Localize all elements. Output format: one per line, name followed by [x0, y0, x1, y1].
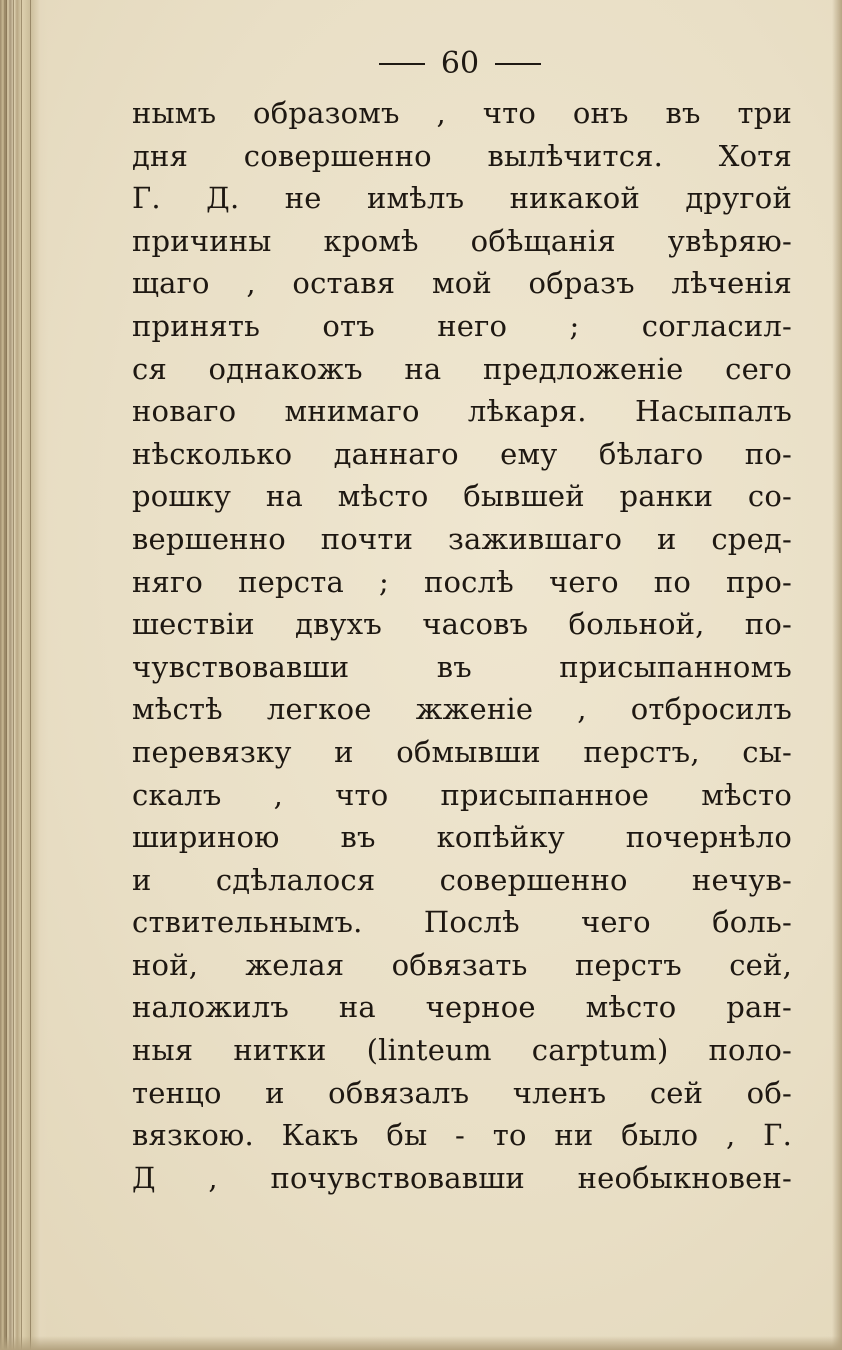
- text-line: вязкою. Какъ бы - то ни было , Г.: [132, 1118, 792, 1153]
- page-edge-line: [6, 0, 7, 1350]
- text-line: вершенно почти зажившаго и сред-: [132, 521, 792, 556]
- text-line: чувствовавши въ присыпанномъ: [132, 649, 792, 684]
- text-line: наложилъ на черное мѣсто ран-: [132, 990, 792, 1025]
- text-line: принять отъ него ; согласил-: [132, 308, 792, 343]
- text-line: перевязку и обмывши перстъ, сы-: [132, 734, 792, 769]
- text-line: скалъ , что присыпанное мѣсто: [132, 777, 792, 812]
- text-line: нѣсколько даннаго ему бѣлаго по-: [132, 436, 792, 471]
- page-bottom-edge: [0, 1336, 842, 1350]
- page-edge-line: [30, 0, 31, 1350]
- page-binding-edge: [0, 0, 48, 1350]
- page-number: 60: [440, 46, 480, 81]
- page-edge-line: [21, 0, 22, 1350]
- text-line: дня совершенно вылѣчится. Хотя: [132, 138, 792, 173]
- text-line: шириною въ копѣйку почернѣло: [132, 820, 792, 855]
- text-line: шествіи двухъ часовъ больной, по-: [132, 607, 792, 642]
- page-edge-line: [13, 0, 14, 1350]
- text-line: щаго , оставя мой образъ лѣченія: [132, 266, 792, 301]
- text-line: нымъ образомъ , что онъ въ три: [132, 96, 792, 130]
- body-text: [132, 92, 792, 1199]
- text-line: ной, желая обвязать перстъ сей,: [132, 947, 792, 982]
- text-line: тенцо и обвязалъ членъ сей об-: [132, 1075, 792, 1110]
- text-line: причины кромѣ обѣщанія увѣряю-: [132, 223, 792, 258]
- header-dash-left: [379, 63, 425, 65]
- header-dash-right: [495, 63, 541, 65]
- text-line: ствительнымъ. Послѣ чего боль-: [132, 905, 792, 940]
- text-line: ныя нитки (linteum carptum) поло-: [132, 1033, 792, 1068]
- text-line: рошку на мѣсто бывшей ранки со-: [132, 479, 792, 514]
- text-line: Д , почувствовавши необыкновен-: [132, 1160, 792, 1195]
- page-header: [130, 42, 790, 86]
- text-line: новаго мнимаго лѣкаря. Насыпалъ: [132, 394, 792, 429]
- text-line: Г. Д. не имѣлъ никакой другой: [132, 181, 792, 216]
- text-line: и сдѣлалося совершенно нечув-: [132, 862, 792, 897]
- page-right-edge: [832, 0, 842, 1350]
- text-line: няго перста ; послѣ чего по про-: [132, 564, 792, 599]
- text-line: мѣстѣ легкое жженіе , отбросилъ: [132, 692, 792, 727]
- text-line: ся однакожъ на предложеніе сего: [132, 351, 792, 386]
